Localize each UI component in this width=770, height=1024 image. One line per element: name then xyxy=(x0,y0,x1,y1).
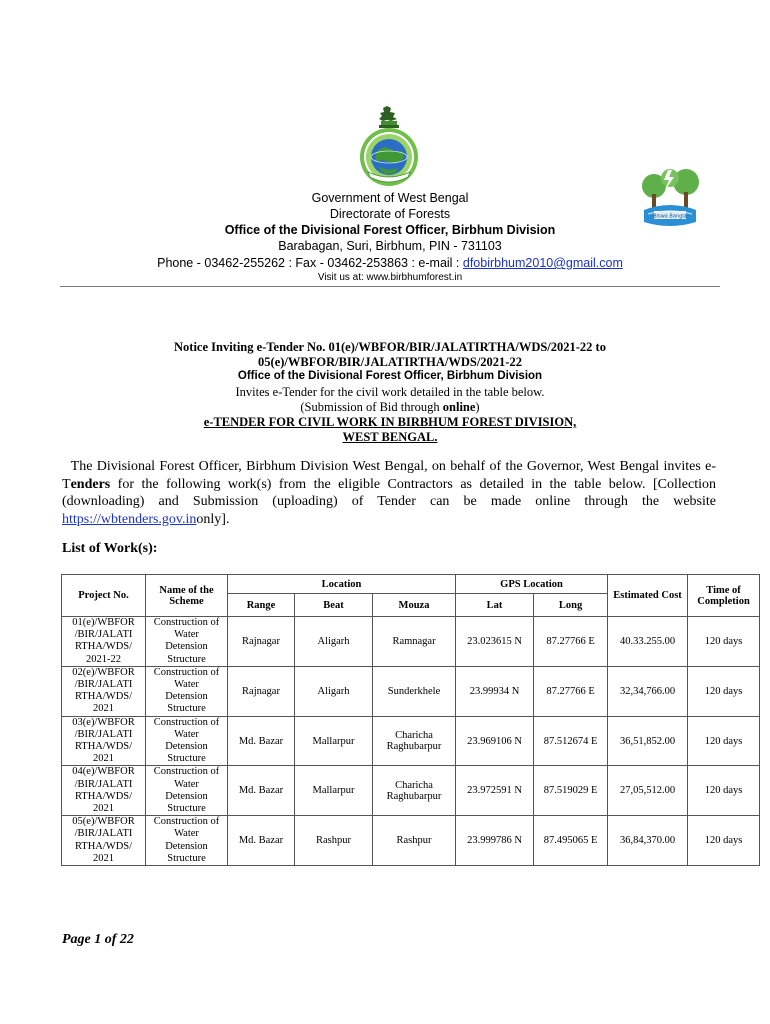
cell-scheme xyxy=(146,766,228,816)
scheme-line: Detension xyxy=(165,741,208,753)
project-no-line: 2021 xyxy=(93,703,114,715)
scheme-line: Detension xyxy=(165,641,208,653)
mouza-line: Raghubarpur xyxy=(386,790,442,802)
cell-range: Rajnagar xyxy=(228,666,295,716)
cell-cost: 27,05,512.00 xyxy=(608,766,688,816)
notice-title-line2: 05(e)/WBFOR/BIR/JALATIRTHA/WDS/2021-22 xyxy=(258,355,522,369)
table-row xyxy=(62,617,760,667)
project-no-line: RTHA/WDS/ xyxy=(74,741,133,753)
mouza-line: Ramnagar xyxy=(392,635,436,647)
scheme-line: Construction of xyxy=(153,716,220,728)
page-number: Page 1 of 22 xyxy=(62,932,134,947)
cell-lat: 23.99934 N xyxy=(456,666,534,716)
project-no-line: RTHA/WDS/ xyxy=(74,790,133,802)
table-row xyxy=(62,716,760,766)
cell-range: Rajnagar xyxy=(228,617,295,667)
project-no-line: 2021 xyxy=(93,852,114,864)
cell-lat: 23.999786 N xyxy=(456,816,534,866)
header-time: Time of Completion xyxy=(688,575,760,617)
cell-scheme xyxy=(146,666,228,716)
notice-heading-line2: WEST BENGAL. xyxy=(342,430,438,444)
scheme-line: Detension xyxy=(165,840,208,852)
scheme-line: Water xyxy=(174,828,199,840)
project-no-line: 01(e)/WBFOR xyxy=(72,617,135,628)
project-no-line: 03(e)/WBFOR xyxy=(72,716,135,728)
notice-submission-online: online xyxy=(442,400,476,414)
scheme-line: Water xyxy=(174,778,199,790)
header-location: Location xyxy=(228,575,456,594)
mouza-line: Charicha xyxy=(395,730,433,742)
project-no-line: /BIR/JALATI xyxy=(74,728,133,740)
cell-project-no xyxy=(62,617,146,667)
project-no-line: /BIR/JALATI xyxy=(74,629,133,641)
cell-beat: Mallarpur xyxy=(295,766,373,816)
header-range: Range xyxy=(228,594,295,617)
paragraph-part2: for the following work(s) from the eligible Contractors as detailed in the table below. [Collection (downloading) and Submission (uploading) of Tender can be made online through the website xyxy=(62,476,716,509)
cell-scheme xyxy=(146,816,228,866)
scheme-line: Water xyxy=(174,728,199,740)
cell-mouza xyxy=(373,716,456,766)
cell-mouza xyxy=(373,666,456,716)
cell-range: Md. Bazar xyxy=(228,716,295,766)
project-no-line: RTHA/WDS/ xyxy=(74,641,133,653)
cell-long: 87.495065 E xyxy=(534,816,608,866)
works-table-body xyxy=(62,617,760,866)
cell-time: 120 days xyxy=(688,716,760,766)
cell-long: 87.27766 E xyxy=(534,617,608,667)
letterhead-office: Office of the Divisional Forest Officer, Birbhum Division xyxy=(224,223,556,237)
cell-mouza xyxy=(373,617,456,667)
header-project-no: Project No. xyxy=(62,575,146,617)
project-no-line: 2021 xyxy=(93,753,114,765)
wbtenders-link[interactable]: https://wbtenders.gov.in xyxy=(62,511,197,527)
paragraph-part3: only]. xyxy=(196,511,230,527)
cell-cost: 36,84,370.00 xyxy=(608,816,688,866)
cell-time: 120 days xyxy=(688,666,760,716)
header-cost: Estimated Cost xyxy=(608,575,688,617)
cell-cost: 36,51,852.00 xyxy=(608,716,688,766)
letterhead-contact xyxy=(60,256,720,270)
notice-submission-prefix: (Submission of Bid through xyxy=(300,400,443,414)
cell-mouza xyxy=(373,766,456,816)
letterhead-phone: Phone - 03462-255262 : Fax - 03462-253863 : e-mail : xyxy=(157,256,463,270)
project-no-line: /BIR/JALATI xyxy=(74,778,133,790)
list-of-works-heading: List of Work(s): xyxy=(62,541,158,556)
notice-invites: Invites e-Tender for the civil work detailed in the table below. xyxy=(235,385,545,399)
mouza-line: Rashpur xyxy=(396,835,432,847)
header-lat: Lat xyxy=(456,594,534,617)
project-no-line: 2021 xyxy=(93,803,114,815)
header-mouza: Mouza xyxy=(373,594,456,617)
project-no-line: 02(e)/WBFOR xyxy=(72,666,135,678)
scheme-line: Structure xyxy=(167,852,206,864)
mouza-line: Raghubarpur xyxy=(386,741,442,753)
cell-project-no xyxy=(62,766,146,816)
scheme-line: Structure xyxy=(167,703,206,715)
project-no-line: 05(e)/WBFOR xyxy=(72,816,135,828)
cell-scheme xyxy=(146,716,228,766)
mouza-line: Charicha xyxy=(395,779,433,791)
cell-mouza xyxy=(373,816,456,866)
paragraph-part1: The Divisional Forest Officer, Birbhum Division West Bengal, on behalf of the Governor, West Bengal invites e-T xyxy=(62,459,717,492)
cell-long: 87.512674 E xyxy=(534,716,608,766)
cell-project-no xyxy=(62,666,146,716)
cell-lat: 23.972591 N xyxy=(456,766,534,816)
scheme-line: Water xyxy=(174,679,199,691)
project-no-line: 04(e)/WBFOR xyxy=(72,766,135,778)
project-no-line: /BIR/JALATI xyxy=(74,828,133,840)
mouza-line: Sunderkhele xyxy=(387,685,441,697)
header-long: Long xyxy=(534,594,608,617)
notice-heading-line1: e-TENDER FOR CIVIL WORK IN BIRBHUM FOREST DIVISION, xyxy=(203,415,577,429)
letterhead-government: Government of West Bengal xyxy=(311,191,469,205)
notice-office: Office of the Divisional Forest Officer, Birbhum Division xyxy=(237,370,543,382)
letterhead-divider xyxy=(60,286,720,287)
cell-scheme xyxy=(146,617,228,667)
cell-range: Md. Bazar xyxy=(228,816,295,866)
header-beat: Beat xyxy=(295,594,373,617)
header-scheme: Name of the Scheme xyxy=(146,575,228,617)
project-no-line: RTHA/WDS/ xyxy=(74,840,133,852)
cell-long: 87.27766 E xyxy=(534,666,608,716)
project-no-line: RTHA/WDS/ xyxy=(74,691,133,703)
paragraph-bold: enders xyxy=(70,476,111,492)
email-link[interactable]: dfobirbhum2010@gmail.com xyxy=(462,256,623,270)
cell-long: 87.519029 E xyxy=(534,766,608,816)
cell-beat: Rashpur xyxy=(295,816,373,866)
cell-lat: 23.023615 N xyxy=(456,617,534,667)
scheme-line: Construction of xyxy=(153,617,220,628)
cell-time: 120 days xyxy=(688,816,760,866)
scheme-line: Water xyxy=(174,629,199,641)
scheme-line: Construction of xyxy=(153,666,220,678)
table-row xyxy=(62,766,760,816)
table-row xyxy=(62,666,760,716)
logo-caption: Biswa Bangla xyxy=(653,213,687,220)
cell-time: 120 days xyxy=(688,766,760,816)
cell-beat: Mallarpur xyxy=(295,716,373,766)
header-gps: GPS Location xyxy=(456,575,608,594)
scheme-line: Structure xyxy=(167,653,206,665)
scheme-line: Structure xyxy=(167,803,206,815)
west-bengal-emblem-icon xyxy=(354,106,424,190)
notice-submission xyxy=(60,400,720,415)
letterhead-website: Visit us at: www.birbhumforest.in xyxy=(317,272,463,283)
cell-time: 120 days xyxy=(688,617,760,667)
cell-cost: 40.33.255.00 xyxy=(608,617,688,667)
scheme-line: Detension xyxy=(165,790,208,802)
cell-lat: 23.969106 N xyxy=(456,716,534,766)
notice-title-line1: Notice Inviting e-Tender No. 01(e)/WBFOR/BIR/JALATIRTHA/WDS/2021-22 to xyxy=(174,340,606,354)
scheme-line: Construction of xyxy=(153,816,220,828)
project-no-line: /BIR/JALATI xyxy=(74,679,133,691)
cell-project-no xyxy=(62,716,146,766)
letterhead-directorate: Directorate of Forests xyxy=(329,207,451,221)
cell-project-no xyxy=(62,816,146,866)
scheme-line: Structure xyxy=(167,753,206,765)
cell-cost: 32,34,766.00 xyxy=(608,666,688,716)
cell-range: Md. Bazar xyxy=(228,766,295,816)
notice-submission-suffix: ) xyxy=(475,400,480,414)
scheme-line: Detension xyxy=(165,691,208,703)
cell-beat: Aligarh xyxy=(295,617,373,667)
cell-beat: Aligarh xyxy=(295,666,373,716)
body-paragraph xyxy=(62,458,716,528)
project-no-line: 2021-22 xyxy=(86,653,121,665)
letterhead-address: Barabagan, Suri, Birbhum, PIN - 731103 xyxy=(278,239,502,253)
works-table xyxy=(61,574,760,866)
scheme-line: Construction of xyxy=(153,766,220,778)
table-row xyxy=(62,816,760,866)
